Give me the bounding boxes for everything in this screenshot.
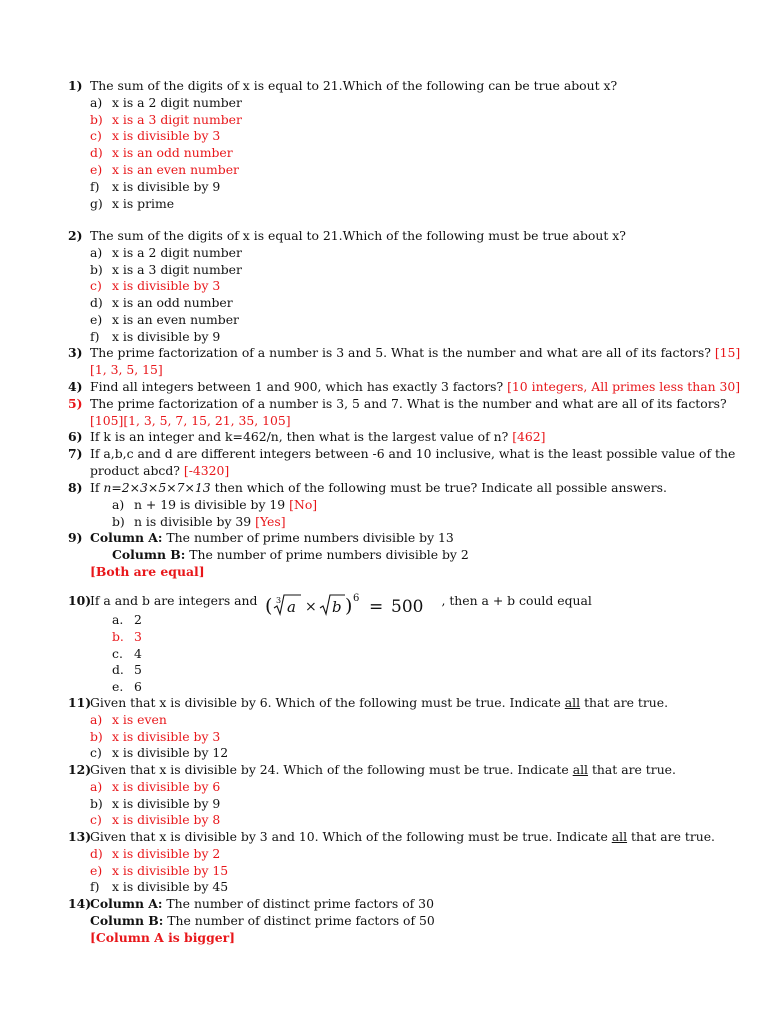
answer: [1, 3, 5, 15] bbox=[90, 361, 163, 377]
option-text: x is an odd number bbox=[112, 295, 233, 311]
question-number: 6) bbox=[68, 429, 83, 444]
option-label: c) bbox=[90, 745, 102, 761]
answer-option bbox=[68, 662, 708, 679]
option-text: x is divisible by 45 bbox=[112, 879, 229, 895]
answer-option bbox=[68, 729, 708, 746]
question-text: Find all integers between 1 and 900, which has exactly 3 factors? bbox=[90, 379, 504, 394]
question-number: 9) bbox=[68, 530, 83, 545]
question-number: 13) bbox=[68, 829, 92, 844]
svg-text:a: a bbox=[287, 598, 297, 616]
svg-text:=: = bbox=[369, 597, 384, 617]
option-label: a) bbox=[112, 496, 125, 512]
question-2 bbox=[68, 228, 708, 346]
option-label: f) bbox=[90, 178, 100, 194]
option-label: b) bbox=[90, 795, 103, 811]
option-text: x is divisible by 3 bbox=[112, 278, 221, 294]
answer-option bbox=[68, 863, 708, 880]
column-a-label: Column A: bbox=[90, 530, 163, 545]
option-text: x is divisible by 9 bbox=[112, 795, 221, 811]
emphasis-all: all bbox=[572, 762, 589, 777]
answer-option bbox=[68, 278, 708, 295]
option-text: x is divisible by 9 bbox=[112, 328, 221, 344]
question-number: 1) bbox=[68, 78, 83, 93]
math-expression: n=2×3×5×7×13 bbox=[103, 480, 211, 495]
answer-option bbox=[68, 879, 708, 896]
option-text: 5 bbox=[134, 662, 142, 678]
option-text: x is prime bbox=[112, 195, 175, 211]
answer-option bbox=[68, 196, 708, 213]
question-text: The sum of the digits of x is equal to 21.Which of the following must be true about x? bbox=[90, 228, 626, 243]
option-label: d. bbox=[112, 662, 124, 678]
option-label: f) bbox=[90, 328, 100, 344]
option-label: a. bbox=[112, 612, 124, 627]
answer-option bbox=[68, 162, 708, 179]
svg-text:×: × bbox=[305, 599, 318, 615]
question-number: 8) bbox=[68, 480, 83, 495]
question-1 bbox=[68, 78, 708, 212]
option-label: c) bbox=[90, 278, 102, 294]
column-b-text: The number of prime numbers divisible by 2 bbox=[189, 546, 469, 562]
answer-option bbox=[68, 779, 708, 796]
column-a-text: The number of prime numbers divisible by 13 bbox=[166, 530, 454, 545]
answer-option bbox=[68, 745, 708, 762]
answer: [Both are equal] bbox=[90, 563, 205, 579]
option-text: n is divisible by 39 bbox=[134, 513, 252, 529]
answer-option bbox=[68, 497, 708, 514]
answer-option bbox=[68, 295, 708, 312]
option-text: 2 bbox=[134, 612, 142, 627]
svg-text:6: 6 bbox=[353, 593, 360, 604]
answer: [462] bbox=[512, 429, 546, 444]
question-number: 12) bbox=[68, 762, 92, 777]
question-text-suffix: , then a + b could equal bbox=[441, 593, 592, 608]
question-14 bbox=[68, 896, 708, 946]
svg-text:b: b bbox=[332, 598, 343, 616]
question-number: 2) bbox=[68, 228, 83, 243]
question-13 bbox=[68, 829, 716, 896]
equation-image bbox=[265, 584, 437, 618]
answer: [Column A is bigger] bbox=[90, 929, 236, 945]
question-text: The prime factorization of a number is 3, 5 and 7. What is the number and what are all of its factors? bbox=[90, 396, 727, 411]
answer-option bbox=[68, 629, 708, 646]
option-label: e) bbox=[90, 311, 103, 327]
question-number: 14) bbox=[68, 896, 92, 911]
option-text: x is divisible by 3 bbox=[112, 128, 221, 144]
answer-option bbox=[68, 245, 708, 262]
question-3 bbox=[68, 345, 741, 379]
svg-text:): ) bbox=[345, 595, 353, 617]
option-text: x is an even number bbox=[112, 161, 239, 177]
option-text: x is a 3 digit number bbox=[112, 261, 242, 277]
option-label: b) bbox=[112, 513, 125, 529]
question-text-suffix: that are true. bbox=[580, 695, 669, 710]
question-text-suffix: that are true. bbox=[627, 829, 716, 844]
answer-option bbox=[68, 646, 708, 663]
question-text-suffix: then which of the following must be true? Indicate all possible answers. bbox=[210, 480, 667, 495]
column-a-label: Column A: bbox=[90, 896, 163, 911]
option-text: x is divisible by 3 bbox=[112, 728, 221, 744]
question-number: 5) bbox=[68, 396, 83, 411]
option-label: b) bbox=[90, 261, 103, 277]
option-label: c) bbox=[90, 128, 102, 144]
answer: [No] bbox=[289, 496, 318, 512]
question-text-prefix: If a and b are integers and bbox=[90, 593, 258, 608]
question-12 bbox=[68, 762, 708, 829]
answer-option bbox=[68, 329, 708, 346]
option-label: c) bbox=[90, 812, 102, 828]
question-text-prefix: Given that x is divisible by 3 and 10. Which of the following must be true. Indicate bbox=[90, 829, 612, 844]
answer-option bbox=[68, 312, 708, 329]
option-label: a) bbox=[90, 778, 103, 794]
question-text: If a,b,c and d are different integers between -6 and 10 inclusive, what is the least possible value of the bbox=[90, 446, 736, 461]
answer: [Yes] bbox=[255, 513, 286, 529]
option-label: f) bbox=[90, 879, 100, 895]
answer-option bbox=[68, 128, 708, 145]
option-text: x is divisible by 2 bbox=[112, 845, 221, 861]
svg-text:(: ( bbox=[265, 595, 273, 617]
column-a-text: The number of distinct prime factors of 30 bbox=[166, 896, 434, 911]
option-label: g) bbox=[90, 195, 103, 211]
option-text: x is an even number bbox=[112, 311, 239, 327]
question-text: The prime factorization of a number is 3 and 5. What is the number and what are all of its factors? bbox=[90, 345, 711, 360]
option-label: a) bbox=[90, 94, 103, 110]
option-label: e. bbox=[112, 679, 124, 695]
option-text: x is a 2 digit number bbox=[112, 94, 242, 110]
answer-option bbox=[68, 712, 708, 729]
option-text: 6 bbox=[134, 679, 142, 695]
option-text: x is divisible by 15 bbox=[112, 862, 229, 878]
question-9 bbox=[68, 530, 708, 580]
option-label: c. bbox=[112, 645, 123, 661]
emphasis-all: all bbox=[564, 695, 581, 710]
answer-option bbox=[68, 846, 708, 863]
option-label: d) bbox=[90, 145, 103, 161]
option-label: b) bbox=[90, 728, 103, 744]
question-number: 4) bbox=[68, 379, 83, 394]
answer: [105][1, 3, 5, 7, 15, 21, 35, 105] bbox=[90, 412, 291, 428]
option-label: b) bbox=[90, 111, 103, 127]
option-text: x is an odd number bbox=[112, 145, 233, 161]
option-label: d) bbox=[90, 295, 103, 311]
option-text: x is a 3 digit number bbox=[112, 111, 242, 127]
question-number: 3) bbox=[68, 345, 83, 360]
question-10 bbox=[68, 584, 708, 696]
svg-text:3: 3 bbox=[276, 596, 282, 605]
answer-option bbox=[68, 262, 708, 279]
option-label: e) bbox=[90, 161, 103, 177]
question-6 bbox=[68, 429, 708, 446]
question-11 bbox=[68, 695, 708, 762]
answer-option bbox=[68, 179, 708, 196]
option-text: x is divisible by 12 bbox=[112, 745, 229, 761]
question-text: The sum of the digits of x is equal to 21.Which of the following can be true about x? bbox=[90, 78, 618, 93]
column-b-text: The number of distinct prime factors of 50 bbox=[167, 912, 435, 928]
answer: [-4320] bbox=[183, 462, 230, 478]
option-text: 3 bbox=[134, 628, 142, 644]
svg-text:500: 500 bbox=[391, 597, 424, 617]
answer-option bbox=[68, 679, 708, 696]
option-text: x is divisible by 8 bbox=[112, 812, 221, 828]
question-number: 7) bbox=[68, 446, 83, 461]
answer-option bbox=[68, 812, 708, 829]
option-label: e) bbox=[90, 862, 103, 878]
option-text: x is divisible by 9 bbox=[112, 178, 221, 194]
question-8 bbox=[68, 480, 708, 530]
option-text: 4 bbox=[134, 645, 142, 661]
question-number: 10) bbox=[68, 593, 92, 608]
option-text: n + 19 is divisible by 19 bbox=[134, 496, 286, 512]
answer-option bbox=[68, 514, 708, 531]
question-text-continued: product abcd? bbox=[90, 462, 180, 478]
equation-formula bbox=[265, 592, 437, 618]
option-label: d) bbox=[90, 845, 103, 861]
question-5 bbox=[68, 396, 727, 430]
option-label: b. bbox=[112, 628, 124, 644]
option-text: x is even bbox=[112, 711, 167, 727]
answer: [15] bbox=[714, 345, 741, 360]
answer-option bbox=[68, 95, 708, 112]
answer-option bbox=[68, 112, 708, 129]
column-b-label: Column B: bbox=[112, 546, 186, 562]
answer-option bbox=[68, 796, 708, 813]
question-text-suffix: that are true. bbox=[588, 762, 676, 777]
question-text: If k is an integer and k=462/n, then what is the largest value of n? bbox=[90, 429, 509, 444]
question-text-prefix: If bbox=[90, 480, 104, 495]
question-4 bbox=[68, 379, 741, 396]
column-b-label: Column B: bbox=[90, 912, 164, 928]
answer: [10 integers, All primes less than 30] bbox=[507, 379, 741, 394]
option-label: a) bbox=[90, 711, 103, 727]
question-number: 11) bbox=[68, 695, 92, 710]
question-text-prefix: Given that x is divisible by 6. Which of the following must be true. Indicate bbox=[90, 695, 565, 710]
option-label: a) bbox=[90, 244, 103, 260]
question-text-prefix: Given that x is divisible by 24. Which of the following must be true. Indicate bbox=[90, 762, 573, 777]
option-text: x is divisible by 6 bbox=[112, 778, 221, 794]
emphasis-all: all bbox=[611, 829, 628, 844]
answer-option bbox=[68, 145, 708, 162]
option-text: x is a 2 digit number bbox=[112, 244, 242, 260]
question-7 bbox=[68, 446, 736, 480]
